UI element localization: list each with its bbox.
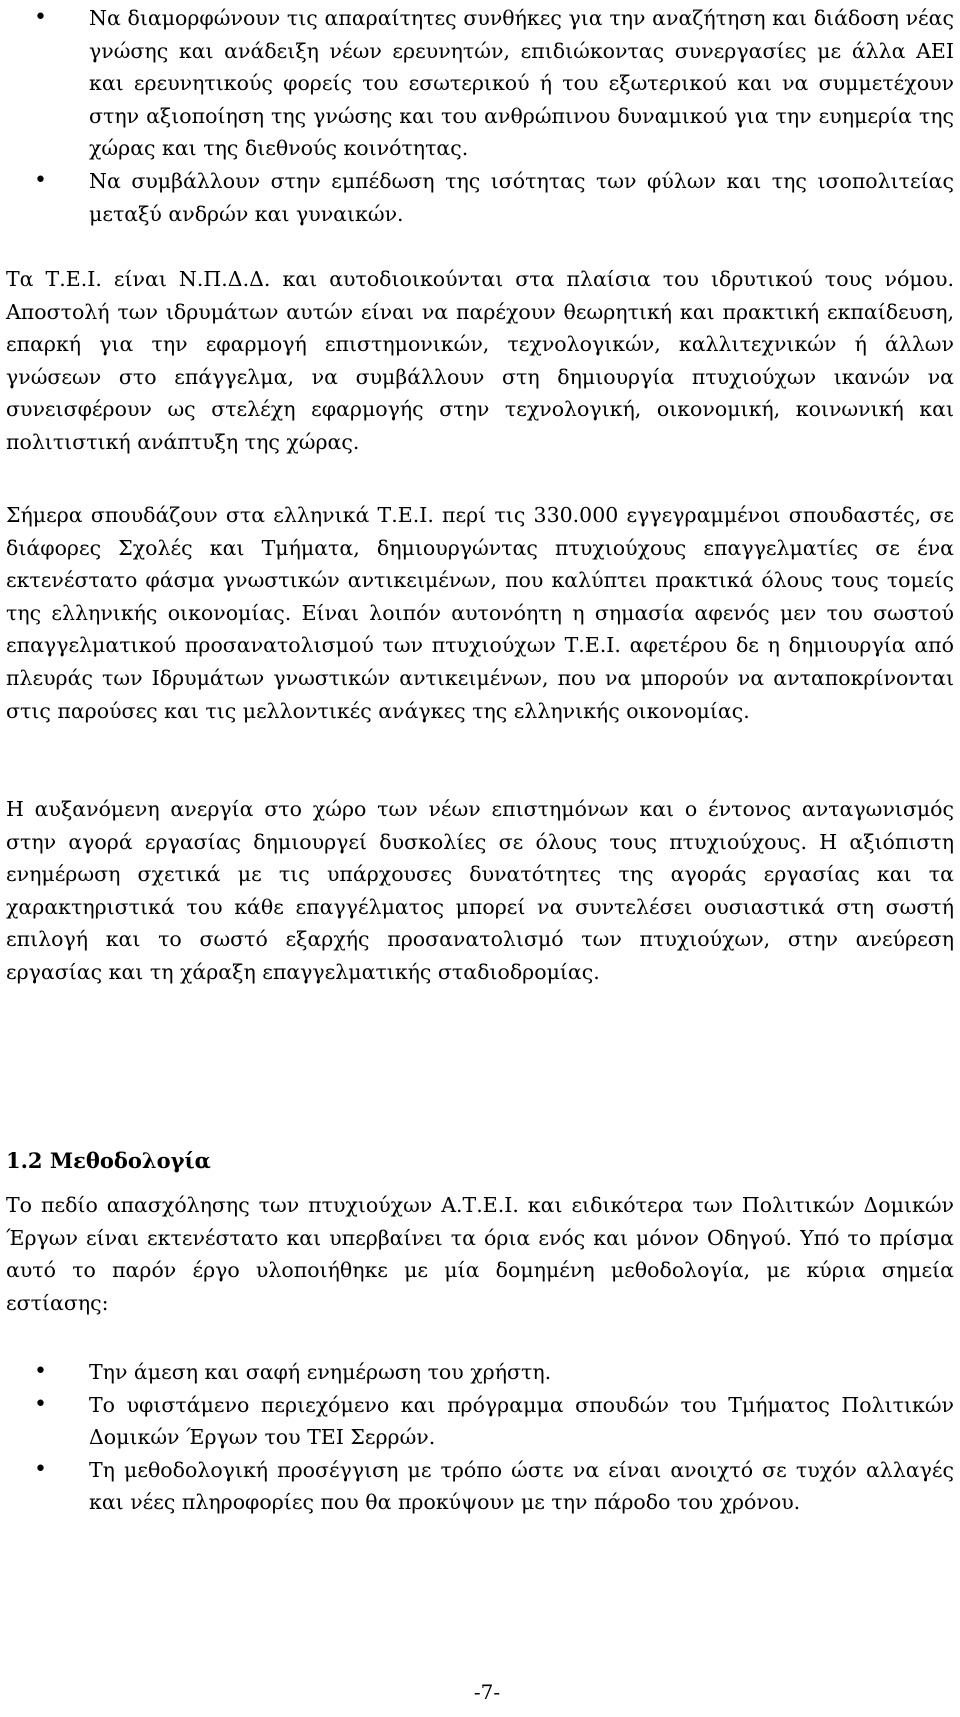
objectives-bullet-list (6, 2, 954, 230)
paragraph-student-numbers: Σήμερα σπουδάζουν στα ελληνικά Τ.Ε.Ι. περί τις 330.000 εγγεγραμμένοι σπουδαστές, σε διάφορες Σχολές και Τμήματα, δημιουργώντας πτυχιούχους επαγγελματίες σε ένα εκτενέστατο φάσμα γνωστικών αντικειμένων, που καλύπτει πρακτικά όλους τους τομείς της ελληνικής οικονομίας. Είναι λοιπόν αυτονόητη η σημασία αφενός μεν του σωστού επαγγελματικού προσανατολισμού των πτυχιούχων Τ.Ε.Ι. αφετέρου δε η δημιουργία από πλευράς των Ιδρυμάτων γνωστικών αντικειμένων, που να μπορούν να ανταποκρίνονται στις παρούσες και τις μελλοντικές ανάγκες της ελληνικής οικονομίας. (6, 503, 954, 723)
methodology-bullet-list (6, 1356, 954, 1519)
bullet-item: • Να διαμορφώνουν τις απαραίτητες συνθήκες για την αναζήτηση και διάδοση νέας γνώσης και ανάδειξη νέων ερευνητών, επιδιώκοντας συνεργασίες με άλλα ΑΕΙ και ερευνητικούς φορείς του εσωτερικού ή του εξωτερικού και να συμμετέχουν στην αξιοποίηση της γνώσης και του ανθρώπινου δυναμικού για την ευημερία της χώρας και της διεθνούς κοινότητας. (6, 2, 954, 165)
section-heading-methodology: 1.2 Μεθοδολογία (6, 1148, 211, 1174)
bullet-item: • Τη μεθοδολογική προσέγγιση με τρόπο ώστε να είναι ανοιχτό σε τυχόν αλλαγές και νέες πληροφορίες που θα προκύψουν με την πάροδο του χρόνου. (6, 1454, 954, 1519)
bullet-item: • Να συμβάλλουν στην εμπέδωση της ισότητας των φύλων και της ισοπολιτείας μεταξύ ανδρών και γυναικών. (6, 165, 954, 230)
page-number: -7- (473, 1680, 501, 1704)
bullet-item: • Το υφιστάμενο περιεχόμενο και πρόγραμμα σπουδών του Τμήματος Πολιτικών Δομικών Έργων του ΤΕΙ Σερρών. (6, 1389, 954, 1454)
paragraph-tei-mission: Τα Τ.Ε.Ι. είναι Ν.Π.Δ.Δ. και αυτοδιοικούνται στα πλαίσια του ιδρυτικού τους νόμου. Αποστολή των ιδρυμάτων αυτών είναι να παρέχουν θεωρητική και πρακτική εκπαίδευση, επαρκή για την εφαρμογή επιστημονικών, τεχνολογικών, καλλιτεχνικών ή άλλων γνώσεων στο επάγγελμα, να συμβάλλουν στη δημιουργία πτυχιούχων ικανών να συνεισφέρουν ως στελέχη εφαρμογής στην τεχνολογική, οικονομική, κοινωνική και πολιτιστική ανάπτυξη της χώρας. (6, 267, 954, 454)
bullet-item: • Την άμεση και σαφή ενημέρωση του χρήστη. (6, 1356, 954, 1389)
paragraph-methodology-intro: Το πεδίο απασχόλησης των πτυχιούχων Α.Τ.Ε.Ι. και ειδικότερα των Πολιτικών Δομικών Έργων είναι εκτενέστατο και υπερβαίνει τα όρια ενός και μόνον Οδηγού. Υπό το πρίσμα αυτό το παρόν έργο υλοποιήθηκε με μία δομημένη μεθοδολογία, με κύρια σημεία εστίασης: (6, 1193, 954, 1315)
paragraph-unemployment: Η αυξανόμενη ανεργία στο χώρο των νέων επιστημόνων και ο έντονος ανταγωνισμός στην αγορά εργασίας δημιουργεί δυσκολίες σε όλους τους πτυχιούχους. Η αξιόπιστη ενημέρωση σχετικά με τις υπάρχουσες δυνατότητες της αγοράς εργασίας και τα χαρακτηριστικά του κάθε επαγγέλματος μπορεί να συντελέσει ουσιαστικά στη σωστή επιλογή και το σωστό εξαρχής προσανατολισμό των πτυχιούχων, στην ανεύρεση εργασίας και τη χάραξη επαγγελματικής σταδιοδρομίας. (6, 797, 954, 984)
